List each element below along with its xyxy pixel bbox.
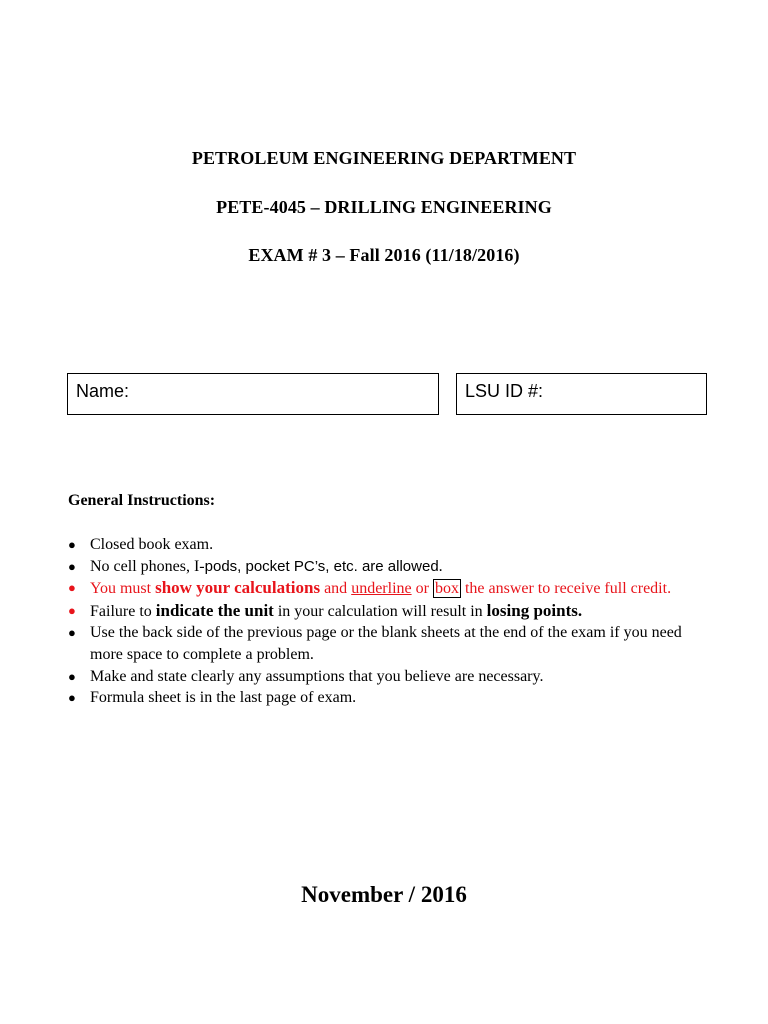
instruction-text: or bbox=[411, 580, 433, 598]
list-item bbox=[68, 556, 688, 578]
bullet-icon: ● bbox=[68, 668, 76, 684]
instruction-text: You must bbox=[90, 580, 156, 598]
instruction-text: Make and state clearly any assumptions that you believe are necessary. bbox=[90, 667, 544, 685]
instruction-text: and bbox=[320, 580, 352, 598]
exam-date-footer: November / 2016 bbox=[301, 882, 467, 907]
instruction-text: Failure to bbox=[90, 602, 156, 620]
instruction-emphasis: indicate the unit bbox=[155, 600, 274, 620]
list-item bbox=[68, 666, 688, 688]
instruction-emphasis: losing points. bbox=[486, 600, 583, 620]
list-item bbox=[68, 534, 688, 556]
department-heading: PETROLEUM ENGINEERING DEPARTMENT bbox=[191, 148, 577, 168]
bullet-icon: ● bbox=[68, 580, 76, 596]
instruction-text: Closed book exam. bbox=[90, 536, 214, 553]
list-item bbox=[68, 577, 688, 600]
lsu-id-label: LSU ID #: bbox=[465, 381, 544, 401]
name-label: Name: bbox=[76, 381, 130, 401]
instruction-emphasis: pods, pocket PC’s, etc. are allowed bbox=[204, 557, 439, 575]
bullet-icon: ● bbox=[68, 690, 76, 706]
instruction-emphasis: show your calculations bbox=[155, 578, 321, 598]
instruction-text: the answer to receive full credit. bbox=[460, 580, 672, 598]
instruction-boxed: box bbox=[434, 580, 459, 598]
bullet-icon: ● bbox=[68, 625, 76, 641]
course-heading: PETE-4045 – DRILLING ENGINEERING bbox=[216, 197, 552, 217]
instruction-text: Use the back side of the previous page or the blank sheets at the end of the exam if you need more space to complete a problem. bbox=[90, 624, 682, 663]
instruction-text: . bbox=[438, 557, 443, 575]
bullet-icon: ● bbox=[68, 558, 76, 574]
instruction-text: in your calculation will result in bbox=[273, 602, 487, 620]
bullet-icon: ● bbox=[68, 537, 76, 552]
list-item bbox=[68, 687, 688, 709]
list-item bbox=[68, 600, 688, 623]
instructions-list bbox=[68, 534, 688, 709]
instruction-text: Formula sheet is in the last page of exam. bbox=[90, 689, 357, 707]
instruction-text: No cell phones, I- bbox=[90, 557, 205, 575]
list-item bbox=[68, 622, 688, 665]
exam-heading: EXAM # 3 – Fall 2016 (11/18/2016) bbox=[248, 245, 520, 265]
bullet-icon: ● bbox=[68, 602, 76, 618]
instruction-underlined: underline bbox=[351, 580, 412, 598]
name-field[interactable] bbox=[67, 373, 439, 415]
general-instructions-heading: General Instructions: bbox=[68, 492, 216, 509]
lsu-id-field[interactable] bbox=[456, 373, 707, 415]
